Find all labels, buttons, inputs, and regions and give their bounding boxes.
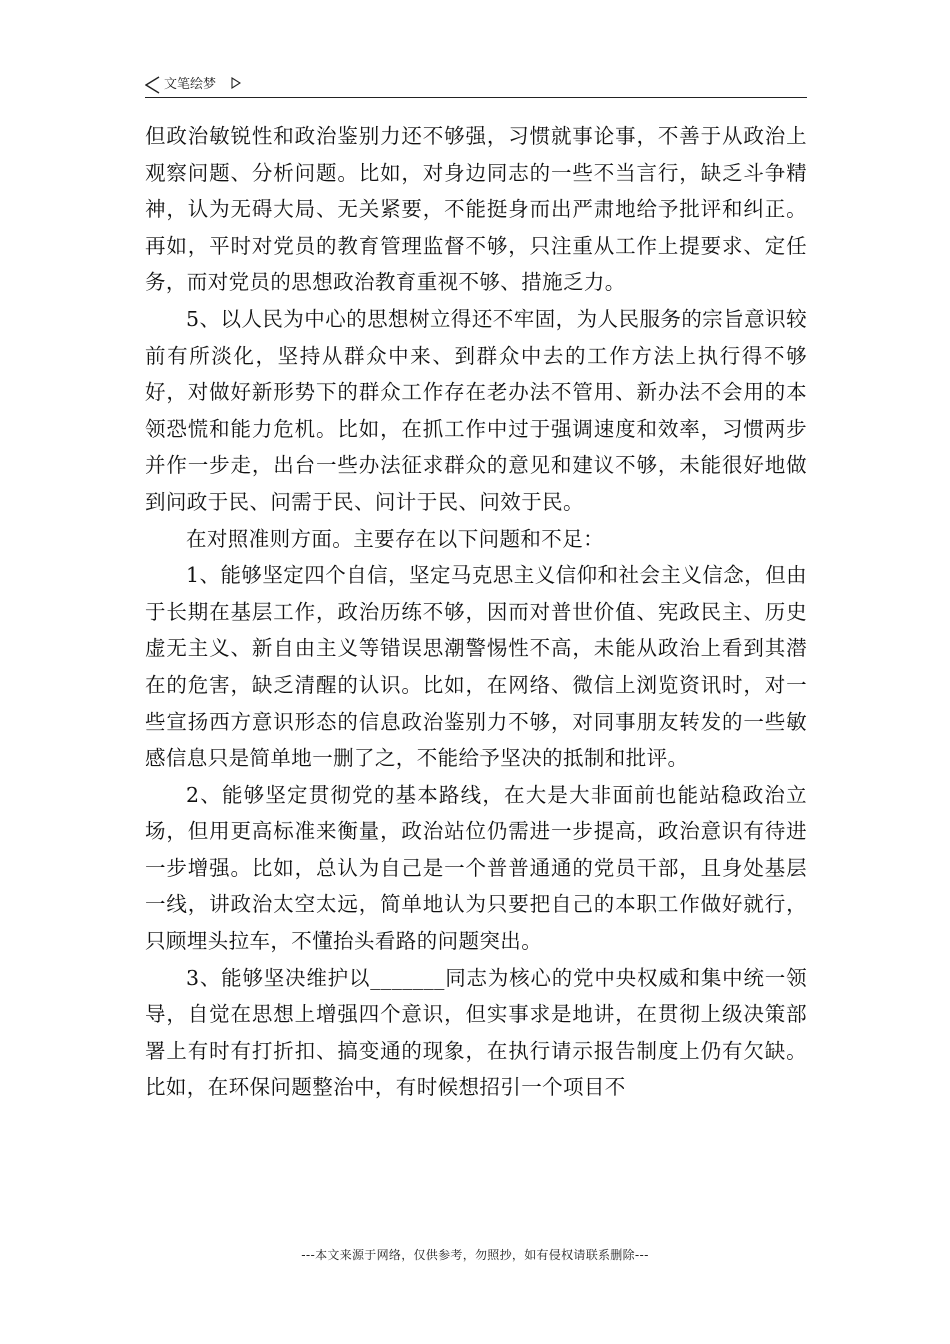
- page-footer: ---本文来源于网络，仅供参考，勿照抄，如有侵权请联系删除---: [301, 1248, 649, 1262]
- triangle-right-icon: [231, 77, 241, 89]
- page-header: [145, 74, 807, 98]
- document-body: [145, 118, 807, 1106]
- paragraph: 2、能够坚定贯彻党的基本路线，在大是大非面前也能站稳政治立场，但用更高标准来衡量，政治站位仍需进一步提高，政治意识有待进一步增强。比如，总认为自己是一个普普通通的党员干部，且身处基层一线，讲政治太空太远，简单地认为只要把自己的本职工作做好就行，只顾埋头拉车，不懂抬头看路的问题突出。: [145, 782, 807, 954]
- paragraph: 在对照准则方面。主要存在以下问题和不足：: [186, 526, 604, 551]
- paragraph: 1、能够坚定四个自信，坚定马克思主义信仰和社会主义信念，但由于长期在基层工作，政治历练不够，因而对普世价值、宪政民主、历史虚无主义、新自由主义等错误思潮警惕性不高，未能从政治上看到其潜在的危害，缺乏清醒的认识。比如，在网络、微信上浏览资讯时，对一些宣扬西方意识形态的信息政治鉴别力不够，对同事朋友转发的一些敏感信息只是简单地一删了之，不能给予坚决的抵制和批评。: [145, 563, 807, 771]
- triangle-left-icon: [145, 76, 161, 94]
- header-divider: [145, 97, 807, 98]
- header-title: 文笔绘梦: [164, 77, 217, 92]
- paragraph: 但政治敏锐性和政治鉴别力还不够强，习惯就事论事，不善于从政治上观察问题、分析问题。比如，对身边同志的一些不当言行，缺乏斗争精神，认为无碍大局、无关紧要，不能挺身而出严肃地给予批评和纠正。再如，平时对党员的教育管理监督不够，只注重从工作上提要求、定任务，而对党员的思想政治教育重视不够、措施乏力。: [145, 124, 807, 295]
- paragraph: 5、以人民为中心的思想树立得还不牢固，为人民服务的宗旨意识较前有所淡化，坚持从群众中来、到群众中去的工作方法上执行得不够好，对做好新形势下的群众工作存在老办法不管用、新办法不会用的本领恐慌和能力危机。比如，在抓工作中过于强调速度和效率，习惯两步并作一步走，出台一些办法征求群众的意见和建议不够，未能很好地做到问政于民、问需于民、问计于民、问效于民。: [145, 306, 807, 514]
- paragraph: 3、能够坚决维护以_______同志为核心的党中央权威和集中统一领导，自觉在思想上增强四个意识，但实事求是地讲，在贯彻上级决策部署上有时有打折扣、搞变通的现象，在执行请示报告制度上仍有欠缺。比如，在环保问题整治中，有时候想招引一个项目不: [145, 965, 807, 1100]
